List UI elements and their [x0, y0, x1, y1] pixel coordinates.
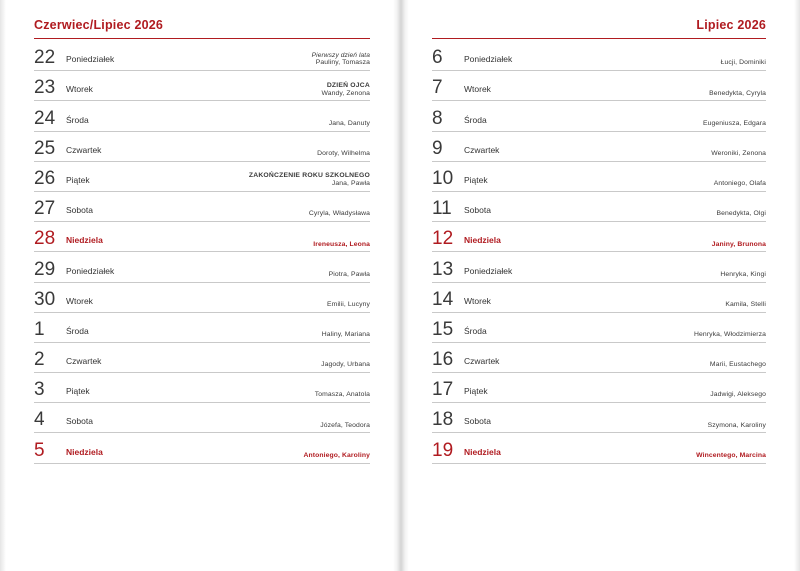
- day-row[interactable]: [432, 373, 766, 403]
- day-nameday-list: Henryka, Kingi: [720, 270, 766, 278]
- day-number: 28: [34, 228, 56, 250]
- day-number: 4: [34, 409, 45, 431]
- day-weekday: Poniedziałek: [464, 54, 513, 65]
- day-label-group: [432, 139, 499, 158]
- day-detail-group: [708, 422, 766, 430]
- day-nameday-list: Jagody, Urbana: [321, 361, 370, 369]
- day-nameday-list: Benedykta, Cyryla: [709, 89, 766, 97]
- day-weekday: Piątek: [66, 386, 90, 397]
- day-label-group: [34, 48, 114, 67]
- day-row[interactable]: [432, 101, 766, 131]
- day-number: 17: [432, 379, 454, 401]
- day-nameday-list: Ireneusza, Leona: [313, 240, 370, 248]
- day-weekday: Środa: [464, 114, 487, 125]
- day-row[interactable]: [34, 101, 370, 131]
- day-label-group: [432, 169, 488, 188]
- day-nameday-list: Antoniego, Olafa: [713, 180, 766, 188]
- day-row[interactable]: [432, 283, 766, 313]
- day-nameday-list: Benedykta, Olgi: [716, 210, 766, 218]
- day-number: 22: [34, 47, 56, 69]
- day-nameday-list: Janiny, Brunona: [711, 240, 766, 248]
- day-nameday-list: Kamila, Stelli: [725, 300, 766, 308]
- day-nameday-list: Łucji, Dominiki: [720, 59, 766, 67]
- day-number: 3: [34, 379, 45, 401]
- day-detail-group: [321, 82, 370, 98]
- day-weekday: Niedziela: [464, 446, 501, 457]
- day-weekday: Piątek: [464, 174, 488, 185]
- day-number: 5: [34, 439, 45, 461]
- day-label-group: [34, 139, 101, 158]
- day-row[interactable]: [34, 41, 370, 71]
- day-row[interactable]: [34, 313, 370, 343]
- day-number: 14: [432, 288, 454, 310]
- day-list-left: [34, 41, 370, 464]
- day-nameday-list: Tomasza, Anatola: [314, 391, 370, 399]
- day-weekday: Wtorek: [66, 295, 93, 306]
- day-label-group: [432, 441, 501, 460]
- day-weekday: Niedziela: [464, 235, 501, 246]
- day-nameday-list: Cyryla, Władysława: [308, 210, 370, 218]
- day-nameday-list: Piotra, Pawła: [328, 270, 370, 278]
- day-number: 29: [34, 258, 56, 280]
- day-label-group: [432, 78, 491, 97]
- day-number: 10: [432, 167, 454, 189]
- day-row[interactable]: [432, 222, 766, 252]
- day-nameday-list: Weroniki, Zenona: [711, 149, 766, 157]
- day-detail-group: [710, 361, 766, 369]
- day-number: 27: [34, 198, 56, 220]
- day-label-group: [34, 410, 93, 429]
- day-detail-group: [721, 59, 766, 67]
- day-number: 6: [432, 47, 443, 69]
- day-holiday-note: DZIEŃ OJCA: [326, 81, 370, 89]
- day-row[interactable]: [432, 132, 766, 162]
- day-nameday-list: Józefa, Teodora: [320, 421, 370, 429]
- day-row[interactable]: [34, 162, 370, 192]
- day-detail-group: [313, 241, 370, 249]
- day-nameday-list: Wincentego, Marcina: [696, 451, 766, 459]
- day-label-group: [34, 320, 89, 339]
- day-detail-group: [696, 452, 766, 460]
- calendar-page-right: [400, 0, 800, 571]
- day-detail-group: [327, 301, 370, 309]
- day-number: 19: [432, 439, 454, 461]
- day-weekday: Środa: [66, 325, 89, 336]
- day-row[interactable]: [34, 132, 370, 162]
- day-label-group: [432, 350, 499, 369]
- day-weekday: Poniedziałek: [66, 54, 115, 65]
- day-number: 1: [34, 318, 45, 340]
- day-row[interactable]: [432, 343, 766, 373]
- day-row[interactable]: [34, 343, 370, 373]
- day-row[interactable]: [432, 433, 766, 463]
- day-detail-group: [714, 180, 766, 188]
- day-weekday: Środa: [464, 325, 487, 336]
- day-row[interactable]: [34, 283, 370, 313]
- day-detail-group: [703, 120, 766, 128]
- day-nameday-list: Wandy, Zenona: [321, 89, 370, 97]
- day-number: 13: [432, 258, 454, 280]
- day-nameday-list: Emilii, Lucyny: [327, 300, 370, 308]
- day-detail-group: [321, 361, 370, 369]
- day-weekday: Czwartek: [464, 144, 500, 155]
- day-detail-group: [694, 331, 766, 339]
- day-weekday: Niedziela: [66, 235, 103, 246]
- page-title-right: Lipiec 2026: [432, 18, 766, 39]
- day-row[interactable]: [432, 162, 766, 192]
- day-nameday-list: Pauliny, Tomasza: [315, 59, 370, 67]
- day-label-group: [34, 199, 93, 218]
- day-detail-group: [329, 271, 370, 279]
- day-detail-group: [720, 271, 766, 279]
- page-title-left: Czerwiec/Lipiec 2026: [34, 18, 370, 39]
- day-detail-group: [725, 301, 766, 309]
- day-holiday-note: ZAKOŃCZENIE ROKU SZKOLNEGO: [248, 172, 370, 180]
- day-weekday: Sobota: [66, 416, 93, 427]
- day-number: 16: [432, 349, 454, 371]
- day-detail-group: [315, 391, 370, 399]
- day-nameday-list: Marii, Eustachego: [709, 361, 766, 369]
- day-row[interactable]: [432, 192, 766, 222]
- day-detail-group: [717, 210, 766, 218]
- day-label-group: [432, 109, 487, 128]
- day-nameday-list: Doroty, Wilhelma: [317, 149, 370, 157]
- day-weekday: Sobota: [464, 416, 491, 427]
- day-label-group: [34, 78, 93, 97]
- day-number: 18: [432, 409, 454, 431]
- day-label-group: [34, 229, 103, 248]
- day-label-group: [34, 380, 90, 399]
- day-label-group: [34, 350, 101, 369]
- day-detail-group: [312, 52, 370, 67]
- day-row[interactable]: [432, 71, 766, 101]
- day-nameday-list: Eugeniusza, Edgara: [702, 119, 766, 127]
- day-weekday: Poniedziałek: [66, 265, 115, 276]
- day-detail-group: [329, 120, 370, 128]
- day-weekday: Piątek: [66, 174, 90, 185]
- day-row[interactable]: [432, 313, 766, 343]
- day-detail-group: [322, 331, 370, 339]
- day-note: Pierwszy dzień lata: [311, 51, 370, 59]
- day-nameday-list: Jana, Danuty: [328, 119, 370, 127]
- day-label-group: [34, 290, 93, 309]
- day-nameday-list: Jana, Pawła: [331, 180, 370, 188]
- day-label-group: [432, 229, 501, 248]
- day-detail-group: [317, 150, 370, 158]
- day-number: 8: [432, 107, 443, 129]
- day-label-group: [34, 260, 114, 279]
- day-label-group: [432, 380, 488, 399]
- day-label-group: [432, 260, 512, 279]
- day-weekday: Piątek: [464, 386, 488, 397]
- day-weekday: Sobota: [66, 205, 93, 216]
- day-label-group: [432, 320, 487, 339]
- day-number: 7: [432, 77, 443, 99]
- day-detail-group: [710, 391, 766, 399]
- day-weekday: Środa: [66, 114, 89, 125]
- day-weekday: Sobota: [464, 205, 491, 216]
- day-nameday-list: Jadwigi, Aleksego: [710, 391, 766, 399]
- day-detail-group: [711, 150, 766, 158]
- day-number: 26: [34, 167, 56, 189]
- day-detail-group: [709, 90, 766, 98]
- day-weekday: Niedziela: [66, 446, 103, 457]
- day-number: 23: [34, 77, 56, 99]
- day-number: 25: [34, 137, 56, 159]
- day-weekday: Wtorek: [66, 84, 93, 95]
- day-weekday: Czwartek: [464, 356, 500, 367]
- day-detail-group: [309, 210, 370, 218]
- day-row[interactable]: [34, 403, 370, 433]
- day-number: 9: [432, 137, 443, 159]
- day-nameday-list: Haliny, Mariana: [321, 331, 370, 339]
- day-number: 30: [34, 288, 56, 310]
- day-label-group: [432, 410, 491, 429]
- day-label-group: [432, 199, 491, 218]
- day-number: 11: [432, 198, 452, 220]
- day-label-group: [432, 290, 491, 309]
- day-nameday-list: Szymona, Karoliny: [707, 421, 766, 429]
- day-label-group: [34, 109, 89, 128]
- day-row[interactable]: [432, 41, 766, 71]
- day-row[interactable]: [34, 373, 370, 403]
- day-detail-group: [712, 241, 766, 249]
- day-row[interactable]: [34, 71, 370, 101]
- day-detail-group: [320, 422, 370, 430]
- day-number: 15: [432, 318, 454, 340]
- day-weekday: Wtorek: [464, 295, 491, 306]
- day-number: 24: [34, 107, 56, 129]
- day-label-group: [432, 48, 512, 67]
- day-weekday: Czwartek: [66, 144, 102, 155]
- day-row[interactable]: [432, 252, 766, 282]
- day-list-right: [432, 41, 766, 464]
- day-label-group: [34, 169, 90, 188]
- day-detail-group: [304, 452, 370, 460]
- day-row[interactable]: [34, 192, 370, 222]
- day-row[interactable]: [34, 222, 370, 252]
- day-weekday: Wtorek: [464, 84, 491, 95]
- day-row[interactable]: [34, 433, 370, 463]
- day-number: 12: [432, 228, 454, 250]
- day-row[interactable]: [34, 252, 370, 282]
- day-nameday-list: Antoniego, Karoliny: [303, 451, 370, 459]
- day-weekday: Poniedziałek: [464, 265, 513, 276]
- day-weekday: Czwartek: [66, 356, 102, 367]
- day-label-group: [34, 441, 103, 460]
- day-nameday-list: Henryka, Włodzimierza: [694, 331, 766, 339]
- day-number: 2: [34, 349, 45, 371]
- day-detail-group: [249, 172, 370, 188]
- day-row[interactable]: [432, 403, 766, 433]
